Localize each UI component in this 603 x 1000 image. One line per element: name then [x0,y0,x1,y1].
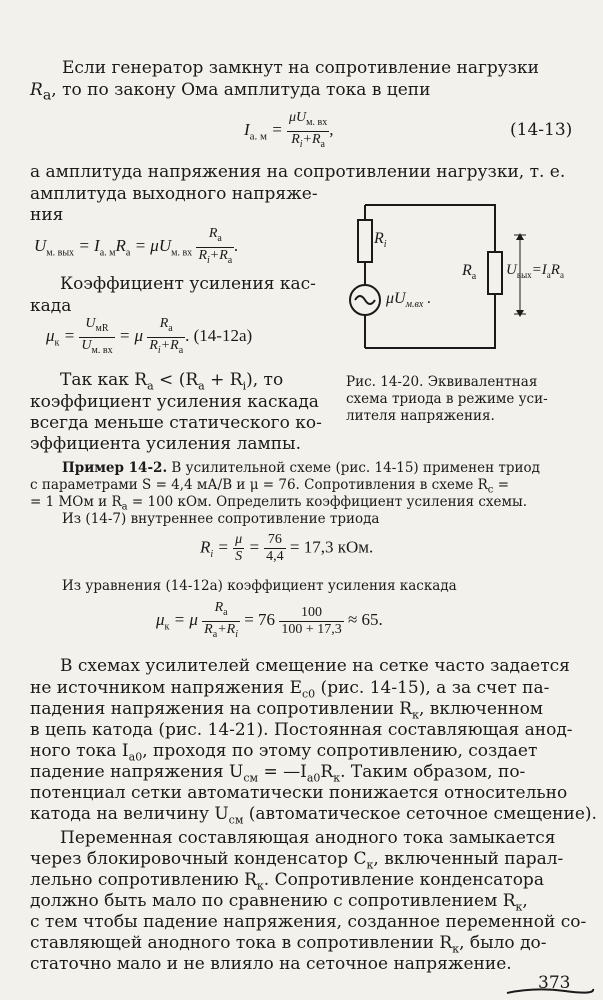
para6-l4-sub: к [515,900,523,914]
eq3-den2: R [149,337,158,353]
para6-line5: с тем чтобы падение напряжения, созданное переменной со- [30,912,587,932]
para6-l2-rest: , включенный парал- [373,849,564,869]
para5-l6-sub3: к [333,771,341,785]
example-line4: Из (14-7) внутреннее сопротивление триода [62,511,380,527]
example-title: Пример 14-2. [62,460,168,476]
eq3-num2-sub: a [168,322,173,334]
eq5-num1-sub: a [223,606,228,618]
para1-line2-rest: , то по закону Ома амплитуда тока в цепи [51,80,431,100]
para5-l3-sub: к [412,708,419,722]
fig-ri-sub: i [383,239,387,251]
example-line3-sub: a [121,501,128,513]
example-line2-sub: c [487,484,494,496]
para6-l3-rest: . Сопротивление конденсатора [263,870,544,890]
eq5-fraction1 [202,600,240,643]
para6-l3-sub: к [256,879,264,893]
eq4-fraction1 [233,532,244,565]
eq2-r-sub: a [125,247,131,259]
para6-line1: Переменная составляющая анодного тока замыкается [60,828,556,848]
para5-l6-rest: . Таким образом, по- [340,762,526,782]
eq1-num-sub: м. вх [306,116,328,128]
eq4-den1: S [235,549,243,564]
para1-line1: Если генератор замкнут на сопротивление нагрузки [62,58,540,78]
para4-line1-d: ), то [246,370,284,390]
eq4-num1: μ [235,532,243,547]
equation-output-voltage: $U_{м. вых} = I_{a. м}R_a = \mu U_{м. вх}$ $\frac{R_a}{R_i+R_a}$ . [34,226,238,269]
eq1-fraction [287,110,329,153]
eq2-frac-den-sub2: a [227,254,233,266]
eq2-frac-den: R [198,247,207,263]
pen-stroke [507,989,593,993]
eq3-den2-mid: +R [160,337,179,353]
page-underline-stroke [505,985,595,997]
figure-label-output [506,262,564,280]
eq5-den1: R [204,621,213,637]
para5-l2-text: не источником напряжения E [30,678,302,698]
arrow-up-icon [516,233,524,240]
para4-line4: эффициента усиления лампы. [30,434,301,454]
para4-line2: коэффициент усиления каскада [30,392,319,412]
figure-label-source: $\mu U_{м.вх}$ . [386,290,432,311]
para5-l3-text: падения напряжения на сопротивлении R [30,699,413,719]
eq1-num: μU [289,110,307,125]
figure-label-ri [374,230,387,250]
para4-sub2: a [198,379,205,393]
example-line1-text: В усилительной схеме (рис. 14-15) применен триод [167,460,540,476]
fig-out-sub: вых [516,270,532,280]
equation-14-12a: $\mu_к$ = $\frac{U_{мR}}{U_{м. вх}}$ = μ $\frac{R_a}{R_i+R_a}$ . (14-12a) [46,316,252,359]
para2-line1: а амплитуда напряжения на сопротивлении нагрузки, т. е. [30,162,566,182]
example-line1 [62,460,540,476]
fig-out-sub2: a [546,270,551,280]
para5-line4: в цепь катода (рис. 14-21). Постоянная составляющая анод- [30,720,573,740]
para4-line1-a: Так как R [60,370,148,390]
eq1-lhs: I [244,120,250,140]
para6-l6-rest: , было до- [459,933,547,953]
r-symbol: R [30,80,43,100]
eq2-mu-u: = μU [134,236,172,256]
eq2-frac-num-sub: a [217,232,222,244]
eq2-frac-num: R [208,226,218,241]
eq5-den1-sub2: i [235,628,238,640]
eq4-r-sub: i [210,548,214,560]
eq5-den1-sub1: a [212,628,218,640]
para5-l2-sub: c0 [301,687,316,701]
eq5-76: = 76 [244,610,276,630]
eq3-mu: μ [46,326,55,346]
eq1-den: R [291,131,300,147]
eq3-den2-sub1: i [157,344,161,356]
para3-line1: Коэффициент усиления кас- [60,274,316,294]
equation-number-14-13: (14-13) [510,120,573,140]
eq5-den2: 100 + 17,3 [281,621,342,637]
para5-l6-text: падение напряжения U [30,762,244,782]
equation-number-14-12a: . (14-12a) [185,326,253,346]
example-line2-end: = [493,477,510,493]
para6-l4-text: должно быть мало по сравнению с сопротивлением R [30,891,516,911]
eq1-den-sub1: i [299,138,303,150]
para5-l6-sub2: a0 [306,771,321,785]
fig-out: U [506,262,517,278]
para1-line2 [30,80,430,105]
figure-caption-line3: лителя напряжения. [346,408,495,424]
r-sub: a [42,87,52,104]
para6-l6-sub: к [452,942,460,956]
para5-line1: В схемах усилителей смещение на сетке часто задается [60,656,570,676]
para2-line2: амплитуда выходного напряже- [30,184,318,204]
eq5-result: ≈ 65. [347,610,383,630]
eq3-mu2: = μ [118,326,144,346]
eq2-fraction [196,226,234,269]
eq3-num1-sub: мR [95,322,109,334]
sine-icon [355,296,375,304]
para5-l8-sub: см [228,813,244,827]
eq5-fraction2 [279,605,343,638]
figure-14-20-circuit [340,200,590,365]
eq1-den-sub2: a [320,138,325,150]
eq2-i: = I [78,236,100,256]
para5-l2-rest: (рис. 14-15), а за счет па- [315,678,550,698]
eq5-mu-sub: к [164,621,170,633]
eq3-den1-sub: м. вх [91,344,113,356]
example-line5: Из уравнения (14-12a) коэффициент усиления каскада [62,578,457,594]
para5-l5-rest: , проходя по этому сопротивлению, создает [142,741,538,761]
eq3-mu-sub: к [54,337,60,349]
para5-l6-mid2: R [320,762,334,782]
eq3-den2-sub2: a [178,344,184,356]
resistor-ra [488,252,502,294]
page-number: 373 [538,973,571,993]
fig-ra: R [462,262,472,279]
para5-line7: потенциал сетки автоматически понижается относительно [30,783,568,803]
example-line3-text: = 1 МОм и R [30,494,122,510]
eq4-den2: 4,4 [266,549,284,564]
para6-l2-sub: к [366,858,374,872]
para6-l4-rest: , [522,891,528,911]
eq5-num2: 100 [279,605,343,622]
para5-l8-text: катода на величину U [30,804,229,824]
figure-label-ra [462,262,476,282]
eq3-num2: R [159,316,169,331]
fig-ra-sub: a [471,271,477,283]
eq1-den-mid: +R [302,131,321,147]
para5-l5-text: ного тока I [30,741,129,761]
fig-out-rest: =I [531,262,547,278]
equation-ri: $R_i$ = $\frac{\mu}{S}$ = $\frac{76}{4,4}$ = 17,3 кОм. [200,532,374,564]
eq3-num1: U [85,316,96,331]
fig-out-sub3: a [559,270,564,280]
figure-caption-line2: схема триода в режиме уси- [346,391,548,407]
para4-sub3: i [242,379,247,393]
eq2-mu-u-sub: м. вх [171,247,193,259]
para6-l6-text: ставляющей анодного тока в сопротивлении R [30,933,453,953]
eq4-fraction2 [264,532,286,565]
eq5-mu2: = μ [173,610,198,630]
fig-source: μU [386,290,406,307]
para6-line7: статочно мало и не влияло на сеточное напряжение. [30,954,512,974]
para3-line2: када [30,296,72,316]
eq4-result: = 17,3 кОм. [289,537,374,557]
equation-14-13: $I_{a. м}$ = $\frac{\mu U_{м. вх}}{R_i+R_a}$ , [244,110,333,153]
para4-line1-c: + R [204,370,243,390]
eq4-num2: 76 [264,532,286,549]
para4-sub1: a [147,379,154,393]
eq2-r: R [115,236,126,256]
fig-out-rest2: R [550,262,560,278]
example-line3-rest: = 100 кОм. Определить коэффициент усиления схемы. [127,494,528,510]
eq3-den1: U [81,337,92,353]
para6-l3-text: лельно сопротивлению R [30,870,257,890]
eq1-lhs-sub: a. м [249,130,268,143]
para5-line8 [30,804,597,830]
para5-l6-sub: см [243,771,259,785]
fig-ri: R [374,230,384,247]
eq3-fraction2 [147,316,185,359]
eq4-r: R [200,537,211,557]
eq5-mu: μ [156,610,165,630]
para5-l5-sub: a0 [128,750,143,764]
equation-mu-k [156,600,383,643]
para5-l3-rest: , включенном [419,699,544,719]
para4-line3: всегда меньше статического ко- [30,413,322,433]
para5-l8-rest: (автоматическое сеточное смещение). [243,804,597,824]
example-line2-text: с параметрами S = 4,4 мА/В и μ = 76. Сопротивления в схеме R [30,477,488,493]
eq2-frac-den-sub1: i [207,254,210,266]
para4-line1-b: < (R [153,370,199,390]
eq3-fraction1 [79,316,114,359]
eq2-frac-den-mid: +R [209,247,228,263]
para5-l6-mid: = —I [258,762,307,782]
para6-l2-text: через блокировочный конденсатор C [30,849,367,869]
eq5-num1: R [214,600,224,615]
eq2-u: U [34,236,47,256]
eq5-den1-mid: +R [217,621,236,637]
eq2-i-sub: a. м [99,247,116,259]
resistor-ri [358,220,372,262]
fig-source-sub: м.вх [405,299,424,311]
figure-caption-line1: Рис. 14-20. Эквивалентная [346,374,538,390]
eq2-u-sub: м. вых [46,247,75,259]
para2-line3: ния [30,205,64,225]
